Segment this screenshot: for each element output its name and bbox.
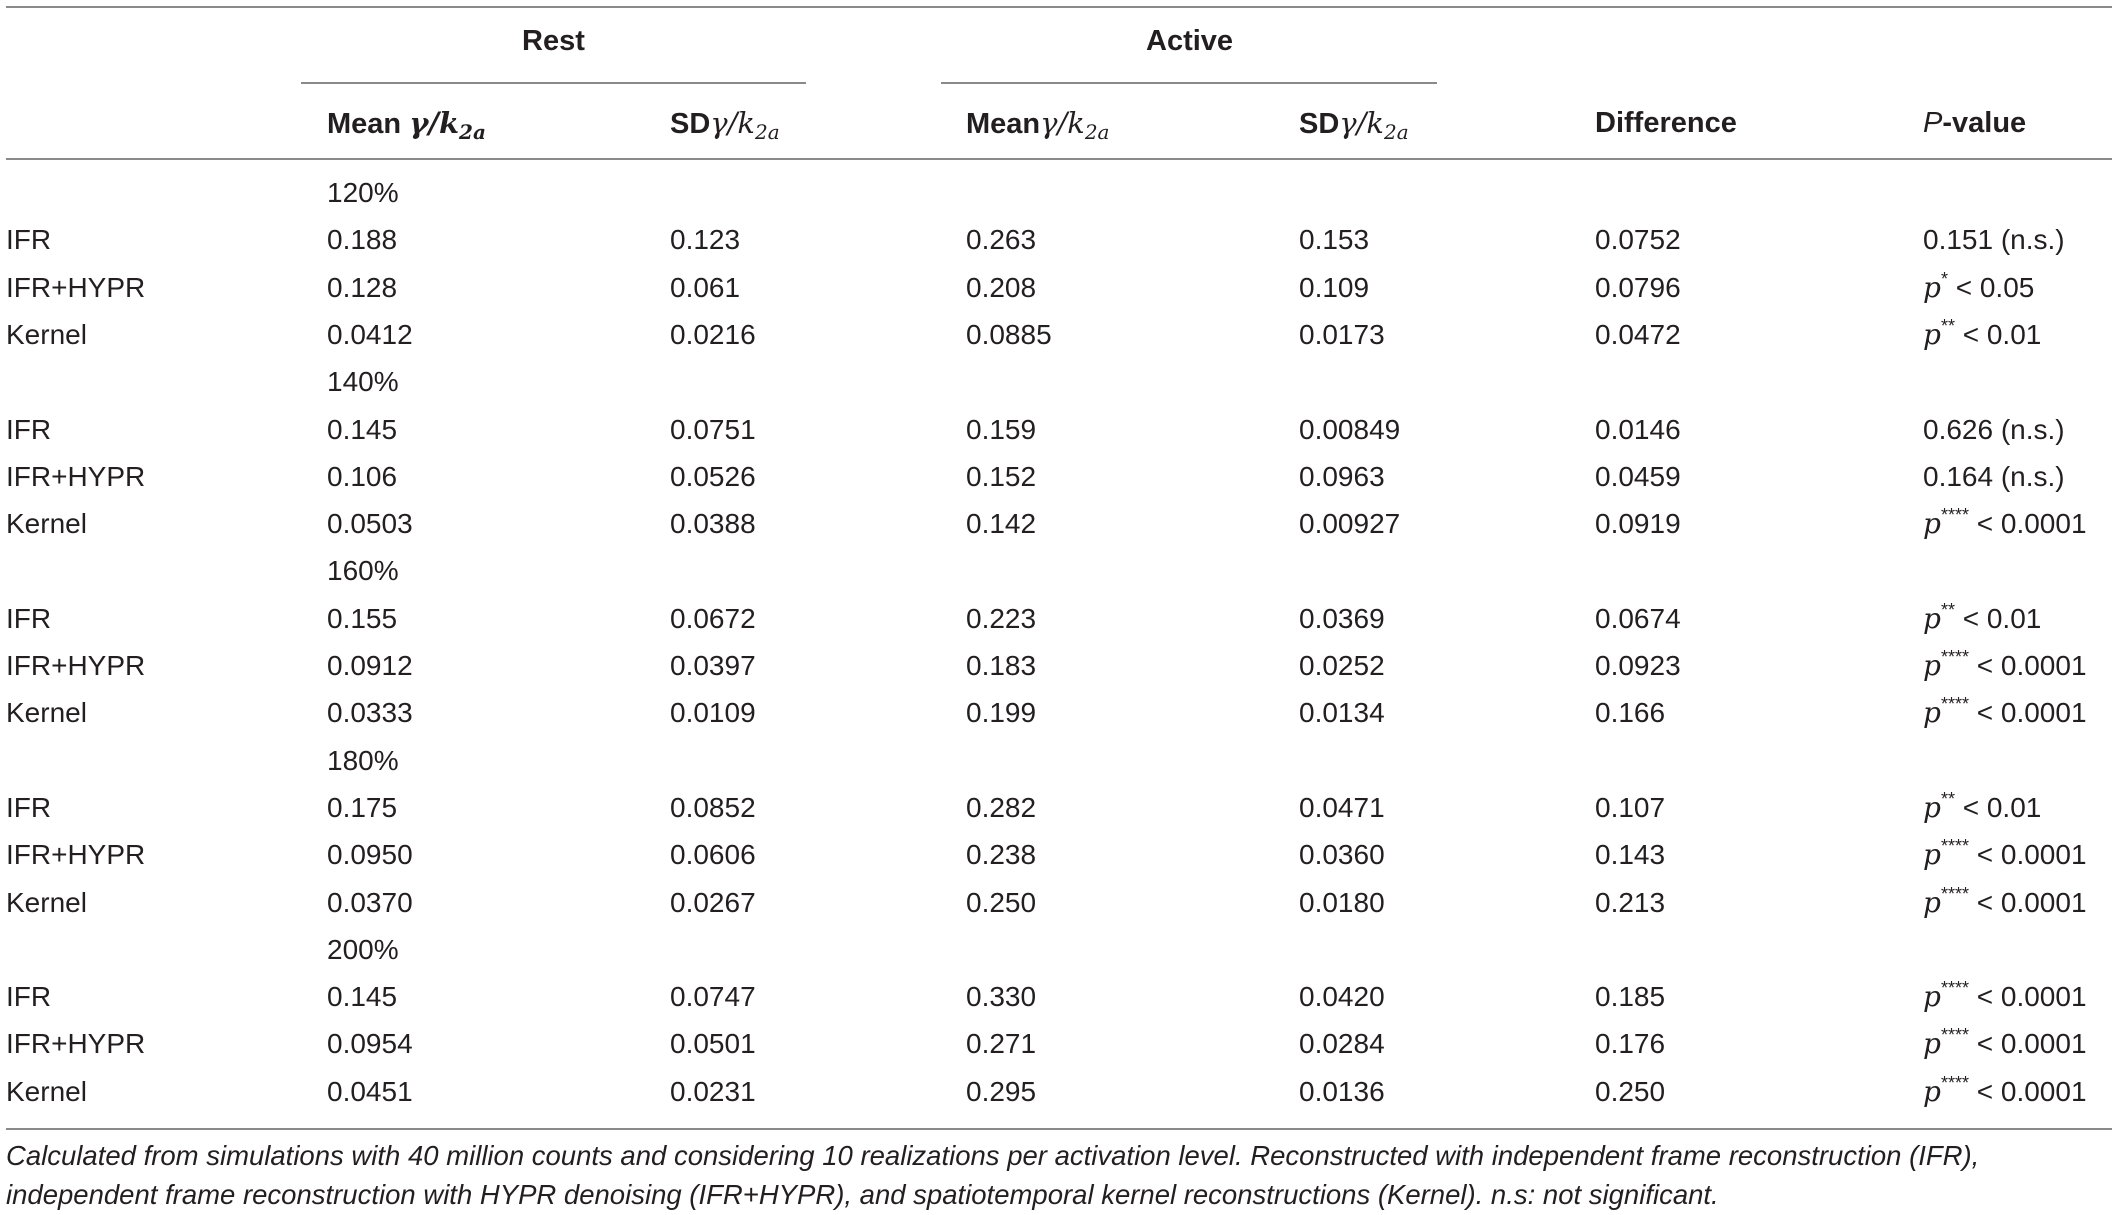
- activation-level-label: 180%: [327, 744, 399, 776]
- cell-difference: 0.0459: [1595, 460, 1681, 492]
- significance-stars: **: [1940, 315, 1955, 336]
- cell-rest-sd: 0.0751: [670, 413, 756, 445]
- cell-active-sd: 0.0284: [1299, 1028, 1385, 1060]
- cell-active-mean: 0.330: [966, 981, 1037, 1013]
- cell-label: IFR+HYPR: [6, 1028, 146, 1060]
- p-symbol: p: [1923, 649, 1941, 682]
- cell-rest-mean: 0.106: [327, 460, 398, 492]
- p-threshold: < 0.0001: [1968, 508, 2087, 540]
- p-threshold: < 0.0001: [1968, 981, 2087, 1013]
- cell-rest-mean: 0.175: [327, 791, 398, 823]
- col-header-difference: Difference: [1595, 107, 1737, 139]
- cell-difference: 0.0796: [1595, 271, 1681, 303]
- cell-difference: 0.0674: [1595, 602, 1681, 634]
- top-rule: [6, 6, 2112, 8]
- cell-active-mean: 0.263: [966, 224, 1037, 256]
- p-symbol: p: [1923, 601, 1941, 635]
- cell-difference: 0.107: [1595, 791, 1666, 823]
- significance-stars: ****: [1940, 883, 1969, 904]
- cell-p-value: [1923, 268, 2035, 305]
- cell-label: IFR: [6, 602, 52, 634]
- p-symbol: p: [1923, 507, 1941, 541]
- cell-p-value: [1923, 649, 2087, 683]
- p-symbol: p: [1923, 317, 1941, 351]
- footnote-line-2: independent frame reconstruction with HYPR denoising (IFR+HYPR), and spatiotemporal kernel reconstructions (Kernel). n.s: not significant.: [6, 1179, 1719, 1210]
- cell-difference: 0.0146: [1595, 413, 1681, 445]
- cell-active-mean: 0.208: [966, 271, 1037, 303]
- cell-label: Kernel: [6, 508, 87, 540]
- cell-difference: 0.0752: [1595, 224, 1681, 256]
- cell-rest-sd: 0.0501: [670, 1028, 756, 1060]
- cell-rest-mean: 0.188: [327, 224, 398, 256]
- cell-rest-sd: 0.0388: [670, 508, 756, 540]
- col-header-active-mean: Meanγ/$k_{2a}$: [966, 106, 1110, 144]
- cell-p-value: [1923, 980, 2087, 1014]
- cell-active-sd: 0.0369: [1299, 602, 1385, 634]
- significance-stars: ****: [1940, 978, 1969, 999]
- header-bottom-rule: [6, 158, 2112, 160]
- cell-p-value: [1923, 788, 2042, 825]
- p-threshold: < 0.01: [1954, 602, 2042, 634]
- significance-stars: ****: [1940, 505, 1969, 526]
- active-group-header: Active: [1146, 25, 1234, 57]
- cell-rest-mean: 0.145: [327, 413, 398, 445]
- cell-rest-mean: 0.0451: [327, 1075, 413, 1107]
- cell-rest-sd: 0.0852: [670, 791, 756, 823]
- p-threshold: < 0.0001: [1968, 1075, 2087, 1107]
- cell-active-mean: 0.152: [966, 460, 1037, 492]
- cell-rest-sd: 0.123: [670, 224, 741, 256]
- cell-rest-mean: 0.155: [327, 602, 398, 634]
- p-symbol: p: [1923, 885, 1941, 919]
- rest-group-rule: [301, 82, 806, 84]
- cell-rest-mean: 0.0950: [327, 839, 413, 871]
- cell-rest-sd: 0.0397: [670, 650, 756, 681]
- cell-active-sd: 0.0360: [1299, 839, 1385, 871]
- p-symbol: p: [1923, 696, 1941, 730]
- activation-level-label: 160%: [327, 555, 399, 587]
- cell-difference: 0.0472: [1595, 318, 1681, 350]
- cell-label: IFR: [6, 981, 52, 1013]
- cell-rest-mean: 0.0333: [327, 697, 413, 729]
- cell-p-value: [1923, 696, 2087, 730]
- significance-stars: ****: [1940, 1025, 1969, 1046]
- significance-stars: *: [1940, 268, 1948, 289]
- cell-rest-sd: 0.0672: [670, 602, 756, 634]
- significance-stars: **: [1940, 599, 1955, 620]
- col-header-rest-mean: Mean $\gamma/k_{2a}$: [327, 106, 486, 144]
- cell-difference: 0.176: [1595, 1028, 1666, 1060]
- cell-p-value: [1923, 838, 2087, 872]
- p-threshold: < 0.0001: [1968, 839, 2087, 871]
- p-symbol: p: [1923, 1027, 1941, 1061]
- cell-rest-mean: 0.145: [327, 981, 398, 1013]
- p-threshold: < 0.0001: [1968, 886, 2087, 918]
- p-symbol: p: [1923, 790, 1941, 824]
- cell-label: Kernel: [6, 697, 87, 729]
- cell-active-sd: 0.109: [1299, 271, 1370, 303]
- cell-p-value: 0.151 (n.s.): [1923, 224, 2065, 256]
- cell-active-mean: 0.183: [966, 650, 1037, 681]
- cell-active-mean: 0.250: [966, 886, 1037, 918]
- cell-active-mean: 0.0885: [966, 318, 1052, 350]
- significance-stars: ****: [1940, 836, 1969, 857]
- cell-rest-mean: 0.0912: [327, 650, 413, 681]
- cell-active-sd: 0.0471: [1299, 791, 1385, 823]
- p-threshold: < 0.0001: [1968, 650, 2087, 681]
- significance-stars: ****: [1940, 1072, 1969, 1093]
- significance-stars: ****: [1940, 647, 1969, 667]
- cell-difference: 0.250: [1595, 1075, 1666, 1107]
- p-symbol: p: [1923, 1074, 1941, 1108]
- cell-difference: 0.213: [1595, 886, 1666, 918]
- cell-active-mean: 0.295: [966, 1075, 1037, 1107]
- cell-active-sd: 0.00927: [1299, 508, 1401, 540]
- cell-label: IFR: [6, 224, 52, 256]
- cell-difference: 0.185: [1595, 981, 1666, 1013]
- cell-active-mean: 0.238: [966, 839, 1037, 871]
- cell-rest-sd: 0.0526: [670, 460, 756, 492]
- cell-label: Kernel: [6, 1075, 87, 1107]
- cell-rest-sd: 0.061: [670, 271, 741, 303]
- cell-active-mean: 0.199: [966, 697, 1037, 729]
- cell-active-sd: 0.0173: [1299, 318, 1385, 350]
- significance-stars: **: [1940, 788, 1955, 809]
- cell-p-value: [1923, 315, 2042, 352]
- cell-active-sd: 0.00849: [1299, 413, 1401, 445]
- cell-active-mean: 0.142: [966, 508, 1037, 540]
- cell-label: IFR: [6, 413, 52, 445]
- cell-difference: 0.166: [1595, 697, 1666, 729]
- cell-p-value: [1923, 883, 2087, 920]
- cell-label: IFR+HYPR: [6, 271, 146, 303]
- cell-active-sd: 0.0252: [1299, 650, 1385, 681]
- cell-active-sd: 0.0963: [1299, 460, 1385, 492]
- cell-active-sd: 0.0134: [1299, 697, 1385, 729]
- cell-p-value: 0.626 (n.s.): [1923, 413, 2065, 445]
- cell-label: IFR+HYPR: [6, 839, 146, 871]
- cell-active-mean: 0.271: [966, 1028, 1037, 1060]
- cell-label: IFR+HYPR: [6, 460, 146, 492]
- cell-p-value: [1923, 1072, 2087, 1109]
- table-bottom-rule: [6, 1128, 2112, 1130]
- rest-group-header: Rest: [522, 25, 585, 57]
- p-threshold: < 0.0001: [1968, 1028, 2087, 1060]
- cell-active-sd: 0.0420: [1299, 981, 1385, 1013]
- p-symbol: p: [1923, 270, 1941, 304]
- cell-rest-mean: 0.0503: [327, 508, 413, 540]
- cell-difference: 0.0919: [1595, 508, 1681, 540]
- cell-p-value: [1923, 599, 2042, 636]
- cell-rest-sd: 0.0109: [670, 697, 756, 729]
- p-symbol: p: [1923, 980, 1941, 1014]
- p-threshold: < 0.05: [1947, 271, 2035, 303]
- cell-rest-mean: 0.0954: [327, 1028, 413, 1060]
- cell-rest-sd: 0.0231: [670, 1075, 756, 1107]
- cell-p-value: [1923, 1027, 2087, 1061]
- activation-level-label: 120%: [327, 177, 399, 208]
- cell-rest-sd: 0.0216: [670, 318, 756, 350]
- cell-active-sd: 0.153: [1299, 224, 1370, 256]
- cell-active-sd: 0.0180: [1299, 886, 1385, 918]
- cell-p-value: [1923, 507, 2087, 541]
- cell-rest-sd: 0.0747: [670, 981, 756, 1013]
- cell-active-mean: 0.159: [966, 413, 1037, 445]
- cell-rest-mean: 0.0370: [327, 886, 413, 918]
- active-group-rule: [941, 82, 1437, 84]
- footnote-line-1: Calculated from simulations with 40 million counts and considering 10 realizations per activation level. Reconstructed with independent frame reconstruction (IFR),: [6, 1140, 1980, 1171]
- cell-rest-sd: 0.0606: [670, 839, 756, 871]
- cell-label: Kernel: [6, 318, 87, 350]
- significance-stars: ****: [1940, 694, 1969, 715]
- cell-active-mean: 0.223: [966, 602, 1037, 634]
- col-header-active-sd: SDγ/$k_{2a}$: [1299, 106, 1409, 144]
- activation-level-label: 200%: [327, 933, 399, 965]
- p-threshold: < 0.01: [1954, 318, 2042, 350]
- cell-label: Kernel: [6, 886, 87, 918]
- cell-active-sd: 0.0136: [1299, 1075, 1385, 1107]
- table-footnote: [6, 1136, 2106, 1214]
- activation-level-label: 140%: [327, 366, 399, 398]
- p-symbol: p: [1923, 838, 1941, 872]
- p-threshold: < 0.01: [1954, 791, 2042, 823]
- col-header-pvalue: P-value: [1923, 107, 2027, 139]
- col-header-rest-sd: SDγ/$k_{2a}$: [670, 106, 780, 144]
- cell-active-mean: 0.282: [966, 791, 1037, 823]
- cell-rest-mean: 0.128: [327, 271, 398, 303]
- cell-rest-sd: 0.0267: [670, 886, 756, 918]
- cell-label: IFR+HYPR: [6, 650, 146, 681]
- cell-difference: 0.0923: [1595, 650, 1681, 681]
- cell-p-value: 0.164 (n.s.): [1923, 460, 2065, 492]
- cell-difference: 0.143: [1595, 839, 1666, 871]
- p-threshold: < 0.0001: [1968, 697, 2087, 729]
- cell-rest-mean: 0.0412: [327, 318, 413, 350]
- cell-label: IFR: [6, 791, 52, 823]
